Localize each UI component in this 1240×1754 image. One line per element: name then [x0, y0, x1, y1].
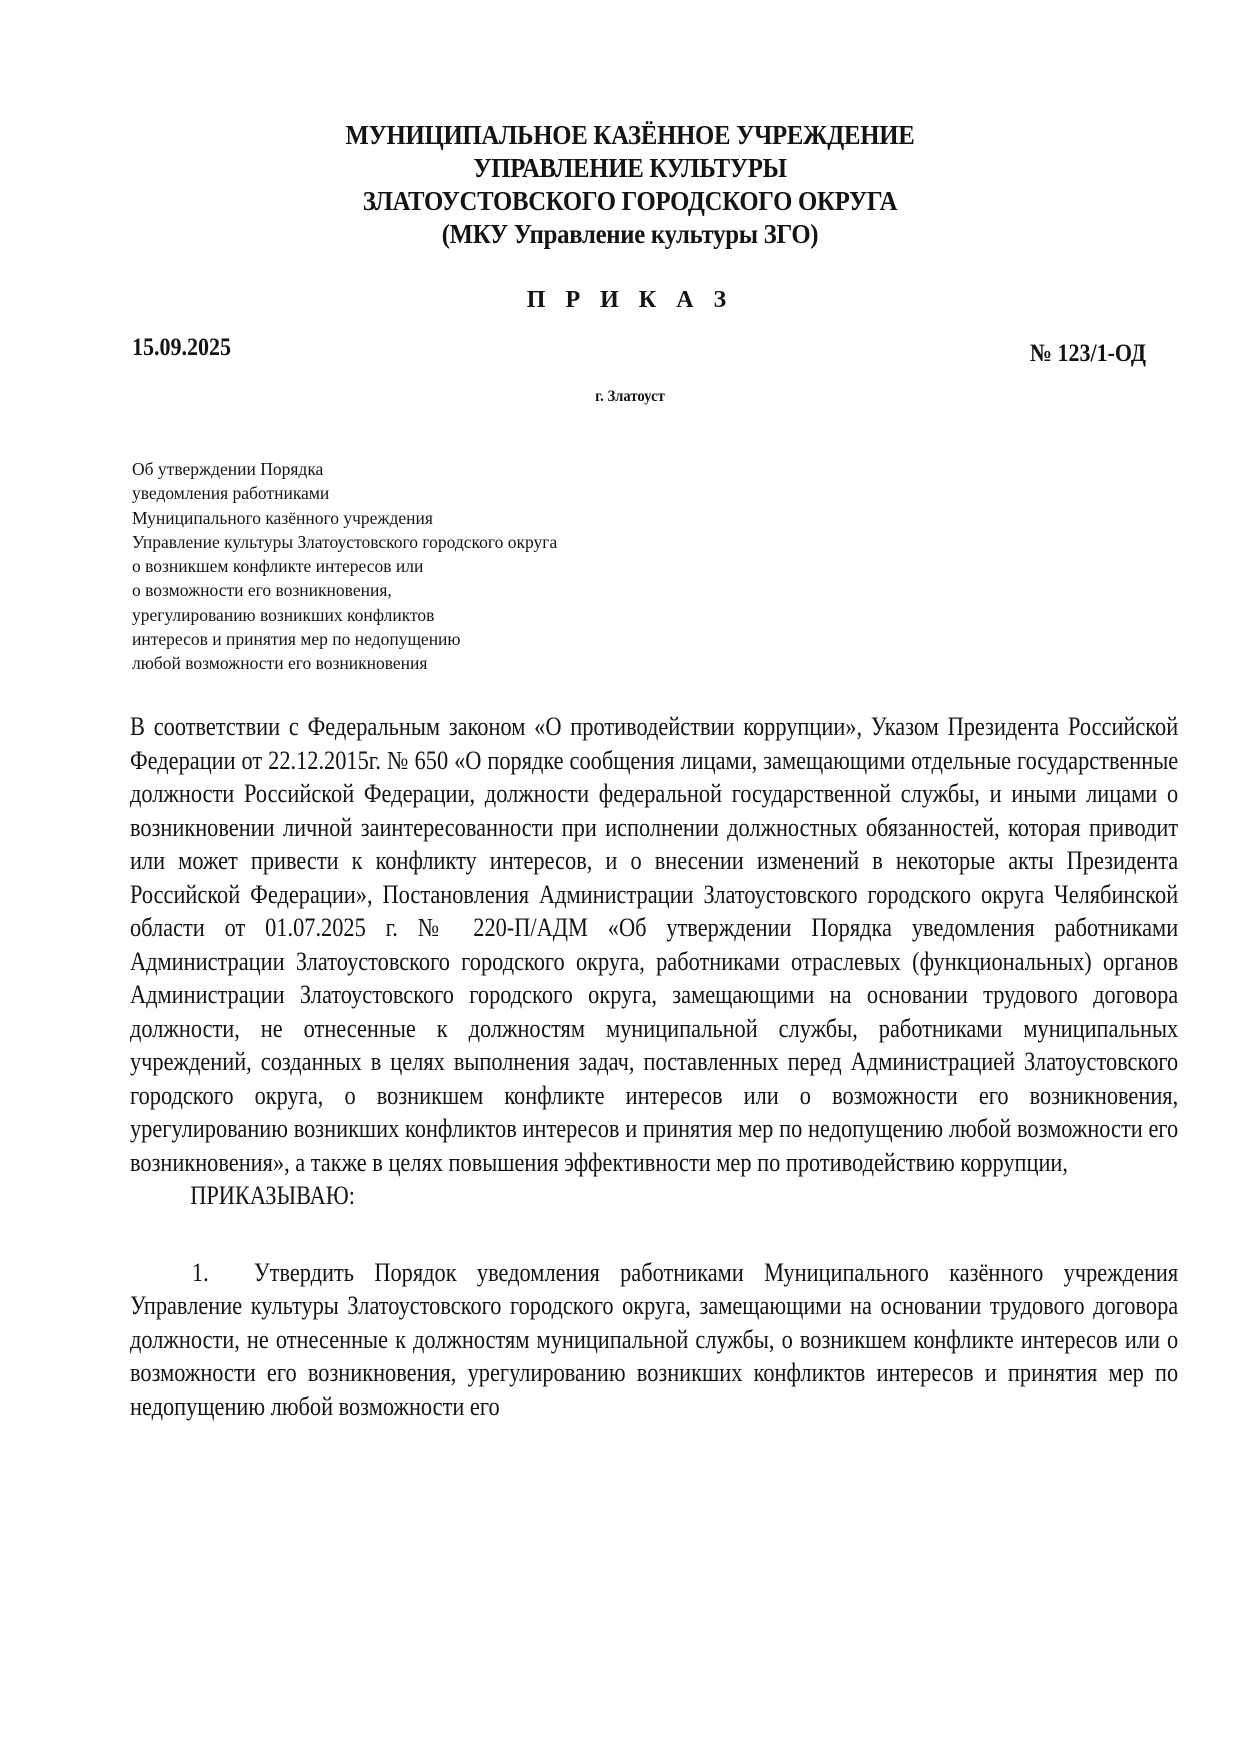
subject-line: Муниципального казённого учреждения: [132, 507, 433, 528]
order-item-number: 1.: [191, 1257, 209, 1287]
header-line-1: МУНИЦИПАЛЬНОЕ КАЗЁННОЕ УЧРЕЖДЕНИЕ: [345, 119, 915, 150]
subject-line: Об утверждении Порядка: [132, 459, 324, 479]
subject-line: любой возможности его возникновения: [132, 653, 428, 674]
order-item-text: Утвердить Порядок уведомления работниками Муниципального казённого учреждения Управление культуры Златоустовского городского округа, замещающими на основании трудового договора должности, не отнесенные к должностям муниципальной службы, о возникшем конфликте интересов или о возможности его возникновения, урегулированию возникших конфликтов интересов и принятия мер по недопущению любой возможности его: [130, 1257, 1179, 1421]
order-word: ПРИКАЗЫВАЮ:: [190, 1181, 355, 1210]
subject-line: о возможности его возникновения,: [132, 580, 392, 601]
document-subject: [132, 457, 557, 676]
document-body: [130, 710, 1178, 1423]
subject-line: Управление культуры Златоустовского городского округа: [132, 531, 558, 552]
header-line-2: УПРАВЛЕНИЕ КУЛЬТУРЫ: [473, 152, 787, 183]
document-date: 15.09.2025: [132, 334, 231, 361]
subject-line: уведомления работниками: [132, 483, 330, 504]
order-word-block: [130, 1179, 1178, 1213]
subject-line: о возникшем конфликте интересов или: [132, 556, 424, 577]
document-title: П Р И К А З: [526, 287, 734, 313]
preamble-text: В соответствии с Федеральным законом «О противодействии коррупции», Указом Президента Российской Федерации от 22.12.2015г. № 650 «О порядке сообщения лицами, замещающими отдельные государственные должности Российской Федерации, должности федеральной государственной службы, и иными лицами о возникновении личной заинтересованности при исполнении должностных обязанностей, которая приводит или может привести к конфликту интересов, и о внесении изменений в некоторые акты Президента Российской Федерации», Постановления Администрации Златоустовского городского округа Челябинской области от 01.07.2025 г. № 220-П/АДМ «Об утверждении Порядка уведомления работниками Администрации Златоустовского городского округа, работниками отраслевых (функциональных) органов Администрации Златоустовского городского округа, замещающими на основании трудового договора должности, не отнесенные к должностям муниципальной службы, работниками муниципальных учреждений, созданных в целях выполнения задач, поставленных перед Администрацией Златоустовского городского округа, о возникшем конфликте интересов или о возможности его возникновения, урегулированию возникших конфликтов интересов и принятия мер по недопущению любой возможности его возникновения», а также в целях повышения эффективности мер по противодействию коррупции,: [130, 712, 1179, 1177]
document-city: г. Златоуст: [595, 388, 665, 405]
institution-header: [280, 118, 980, 250]
header-line-3: ЗЛАТОУСТОВСКОГО ГОРОДСКОГО ОКРУГА: [362, 185, 898, 216]
preamble-paragraph: [130, 710, 1178, 1179]
subject-line: урегулированию возникших конфликтов: [132, 604, 435, 625]
order-item: [130, 1256, 1178, 1424]
order-item-content: [130, 1256, 1178, 1424]
document-number: № 123/1-ОД: [1029, 340, 1146, 367]
header-line-4: (МКУ Управление культуры ЗГО): [441, 218, 819, 249]
subject-line: интересов и принятия мер по недопущению: [132, 629, 461, 650]
